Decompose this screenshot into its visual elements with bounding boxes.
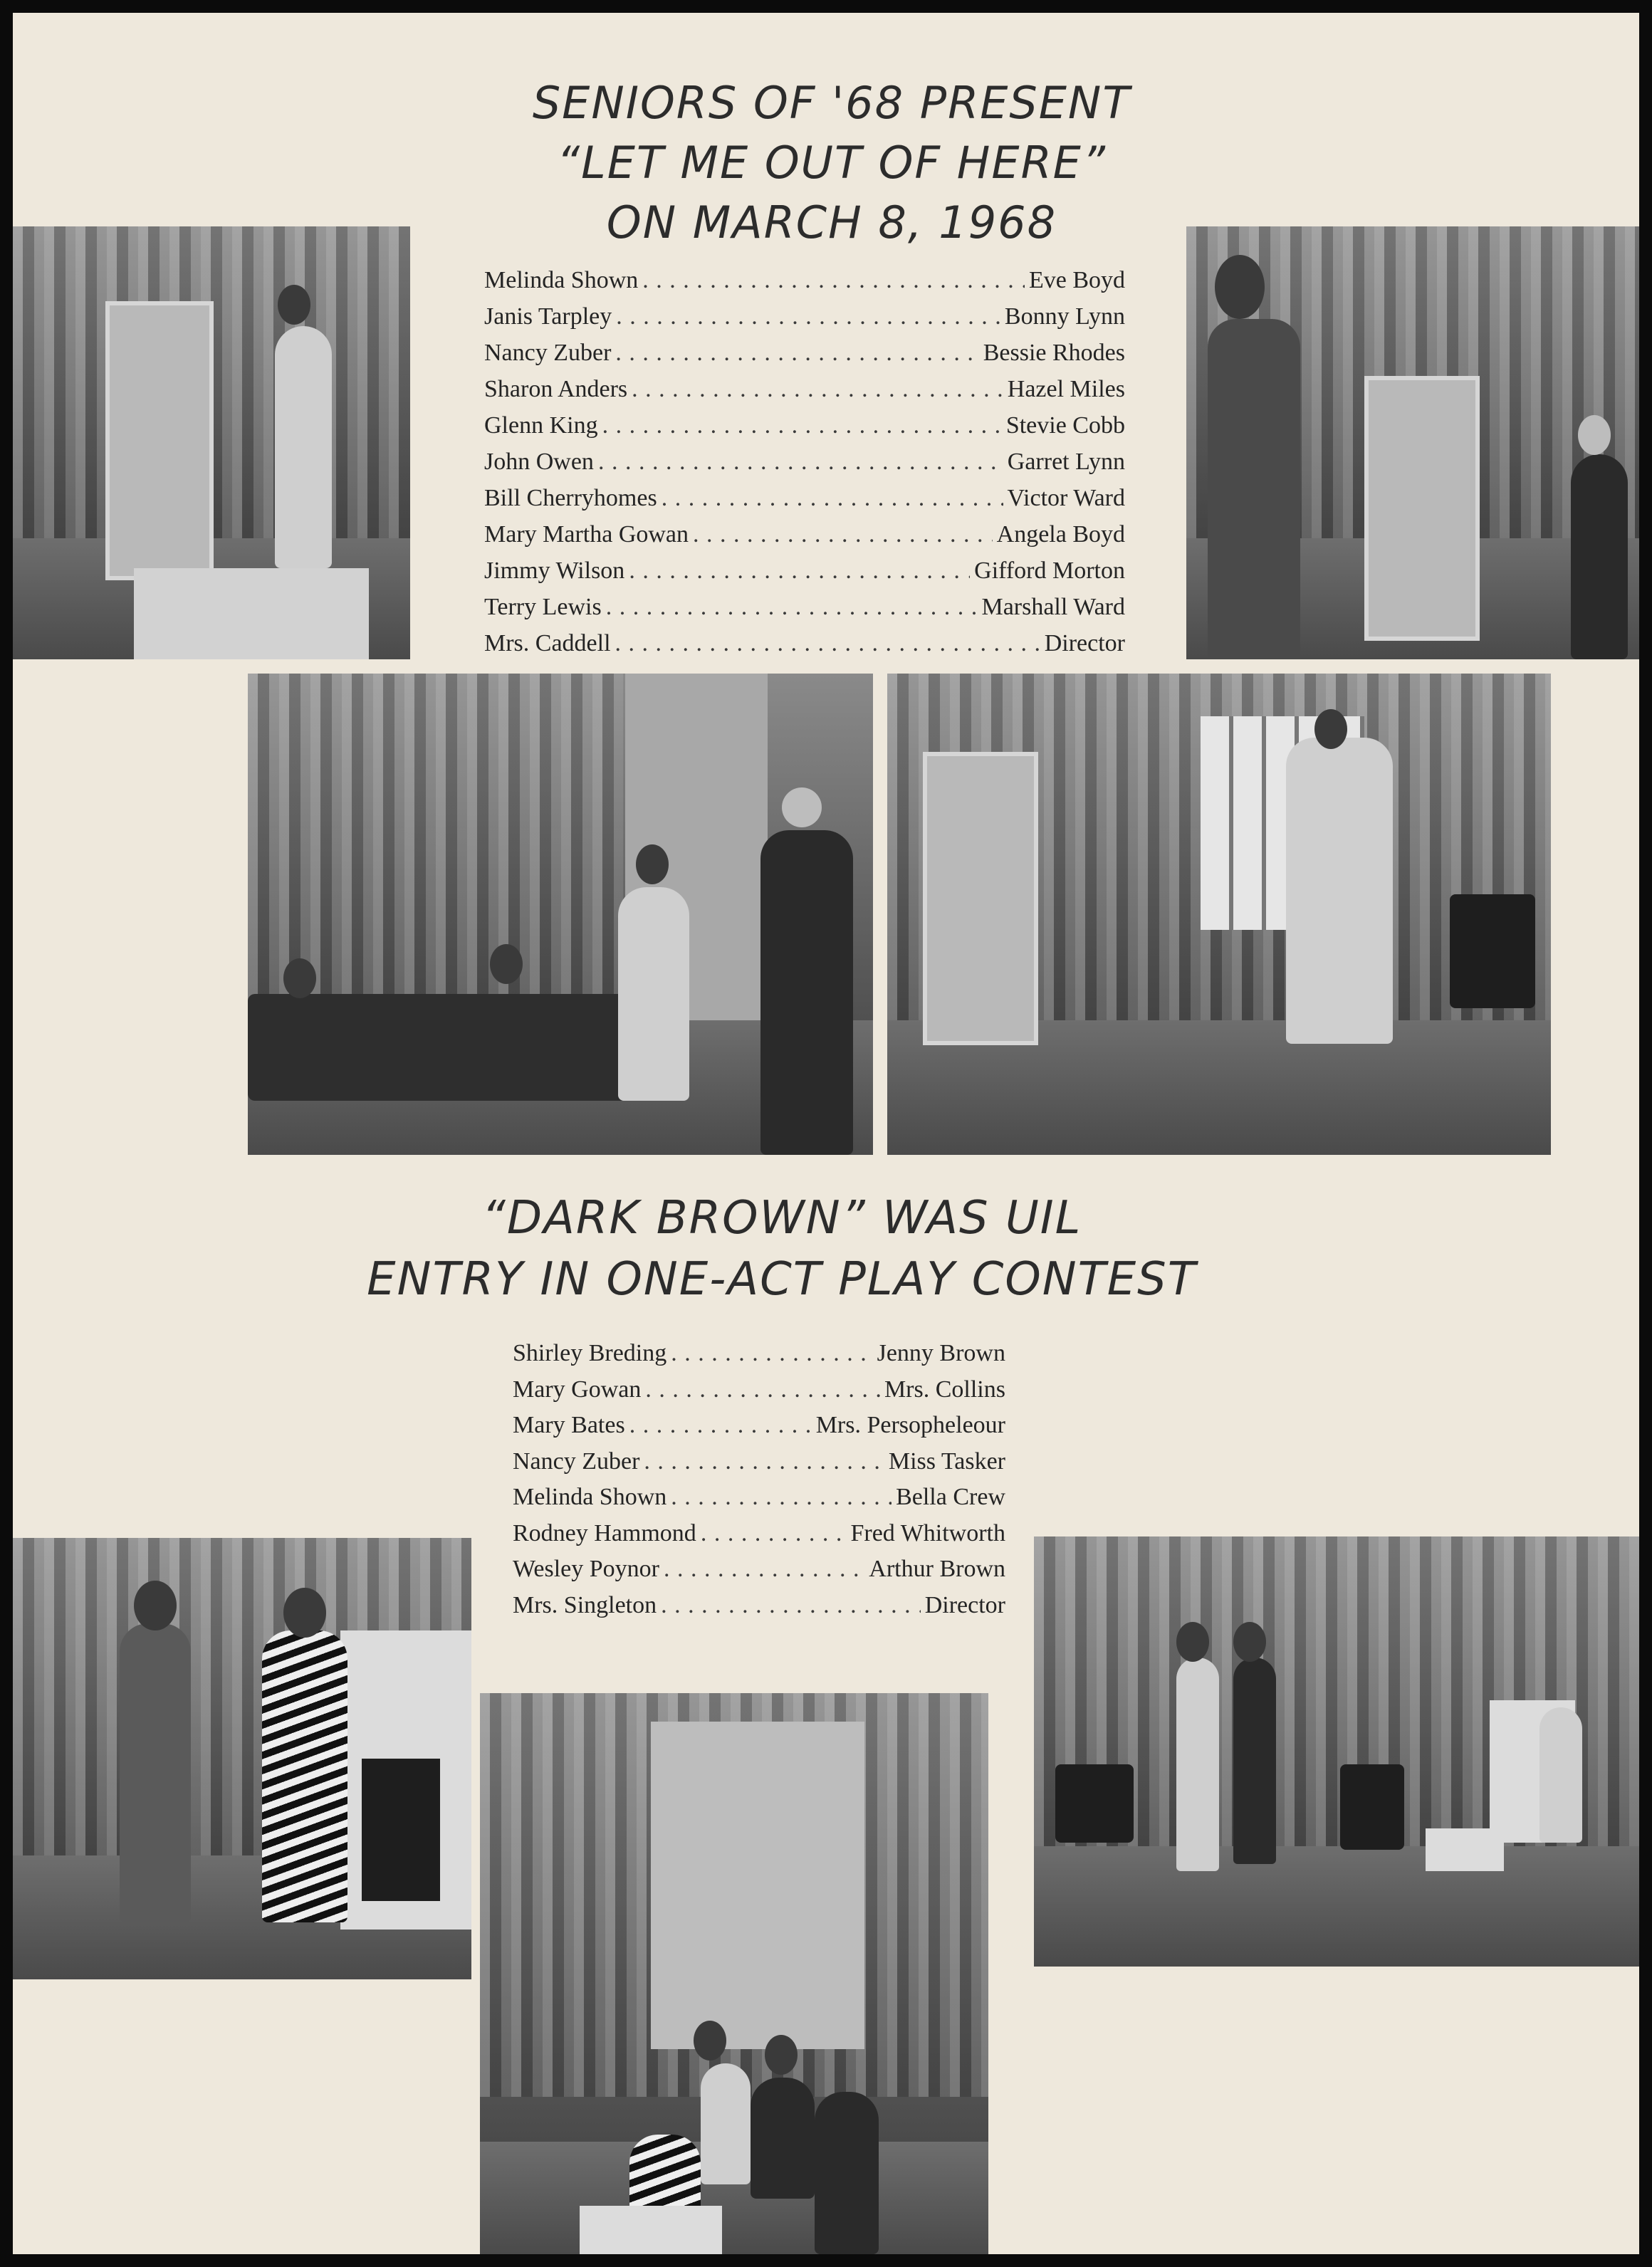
play2-title-line-1: “DARK BROWN” WAS UIL	[481, 1192, 1082, 1245]
leader-dots	[664, 1551, 864, 1588]
leader-dots	[645, 1372, 880, 1408]
cast-role: Mrs. Persopheleour	[815, 1412, 1005, 1438]
cast-actor: Sharon Anders	[484, 376, 628, 402]
cast-row	[513, 1444, 1005, 1480]
yearbook-page	[13, 13, 1639, 2254]
stage-photo-top-left	[13, 226, 410, 659]
cast-row	[484, 553, 1125, 589]
cast-row	[513, 1336, 1005, 1372]
cast-row	[484, 298, 1125, 335]
cast-actor: Wesley Poynor	[513, 1556, 659, 1582]
cast-role: Eve Boyd	[1028, 267, 1125, 293]
leader-dots	[616, 298, 1000, 335]
cast-role: Hazel Miles	[1007, 376, 1125, 402]
cast-actor: Jimmy Wilson	[484, 557, 625, 584]
leader-dots	[602, 407, 1002, 444]
cast-role: Victor Ward	[1007, 485, 1125, 511]
leader-dots	[629, 1408, 812, 1444]
cast-role: Miss Tasker	[888, 1447, 1005, 1475]
cast-role: Bella Crew	[896, 1484, 1005, 1510]
stage-photo-bottom-left	[13, 1538, 471, 1979]
stage-photo-middle-right	[887, 674, 1551, 1155]
cast-actor: Bill Cherryhomes	[484, 485, 657, 511]
play1-title-line-1: SENIORS OF '68 PRESENT	[532, 77, 1131, 129]
cast-role: Stevie Cobb	[1005, 412, 1125, 439]
cast-actor: Glenn King	[484, 412, 598, 439]
cast-row	[484, 589, 1125, 625]
cast-actor: Nancy Zuber	[484, 340, 612, 366]
cast-row	[484, 516, 1125, 553]
leader-dots	[661, 1588, 921, 1624]
cast-actor: Janis Tarpley	[484, 303, 612, 330]
play1-title-line-2: “LET ME OUT OF HERE”	[557, 137, 1107, 189]
leader-dots	[644, 1444, 884, 1480]
play2-cast-list	[513, 1336, 1005, 1623]
cast-actor: Shirley Breding	[513, 1340, 667, 1366]
cast-actor: Mrs. Singleton	[513, 1591, 657, 1618]
stage-photo-middle-left	[248, 674, 873, 1155]
cast-actor: Mrs. Caddell	[484, 630, 611, 656]
play1-cast-list	[484, 262, 1125, 661]
leader-dots	[615, 335, 978, 371]
cast-role: Bonny Lynn	[1004, 303, 1125, 330]
cast-row	[484, 407, 1125, 444]
cast-role: Garret Lynn	[1007, 449, 1125, 475]
stage-photo-bottom-center	[480, 1693, 988, 2254]
leader-dots	[671, 1480, 892, 1516]
cast-actor: Melinda Shown	[513, 1484, 667, 1510]
cast-role: Director	[924, 1591, 1005, 1618]
leader-dots	[615, 625, 1040, 661]
cast-actor: Mary Martha Gowan	[484, 521, 689, 548]
stage-photo-bottom-right	[1034, 1536, 1639, 1967]
cast-row	[513, 1480, 1005, 1516]
leader-dots	[701, 1516, 847, 1552]
cast-row	[484, 480, 1125, 516]
cast-actor: Mary Bates	[513, 1412, 625, 1438]
cast-role: Jenny Brown	[877, 1340, 1005, 1366]
cast-row	[513, 1588, 1005, 1624]
cast-role: Angela Boyd	[996, 521, 1125, 548]
leader-dots	[632, 371, 1003, 407]
leader-dots	[662, 480, 1003, 516]
play2-title-line-2: ENTRY IN ONE-ACT PLAY CONTEST	[367, 1253, 1197, 1306]
play1-heading	[440, 73, 1223, 253]
leader-dots	[693, 516, 993, 553]
cast-actor: John Owen	[484, 449, 594, 475]
cast-row	[484, 625, 1125, 661]
cast-row	[513, 1372, 1005, 1408]
cast-row	[484, 335, 1125, 371]
cast-actor: Rodney Hammond	[513, 1519, 696, 1546]
cast-row	[484, 262, 1125, 298]
cast-role: Marshall Ward	[981, 594, 1125, 620]
cast-row	[513, 1551, 1005, 1588]
cast-actor: Terry Lewis	[484, 594, 602, 620]
cast-row	[513, 1408, 1005, 1444]
cast-actor: Mary Gowan	[513, 1376, 642, 1403]
leader-dots	[671, 1336, 872, 1372]
leader-dots	[642, 262, 1025, 298]
stage-photo-top-right	[1186, 226, 1639, 659]
cast-role: Gifford Morton	[974, 557, 1125, 584]
cast-role: Fred Whitworth	[850, 1519, 1005, 1546]
cast-row	[484, 371, 1125, 407]
cast-actor: Nancy Zuber	[513, 1447, 640, 1475]
play2-heading	[283, 1188, 1280, 1310]
leader-dots	[598, 444, 1003, 480]
leader-dots	[606, 589, 978, 625]
cast-role: Mrs. Collins	[884, 1376, 1005, 1403]
cast-row	[484, 444, 1125, 480]
cast-row	[513, 1516, 1005, 1552]
leader-dots	[629, 553, 970, 589]
cast-role: Bessie Rhodes	[983, 340, 1125, 366]
cast-role: Director	[1044, 630, 1125, 656]
cast-actor: Melinda Shown	[484, 267, 639, 293]
cast-role: Arthur Brown	[869, 1556, 1005, 1582]
play1-title-line-3: ON MARCH 8, 1968	[606, 197, 1057, 248]
